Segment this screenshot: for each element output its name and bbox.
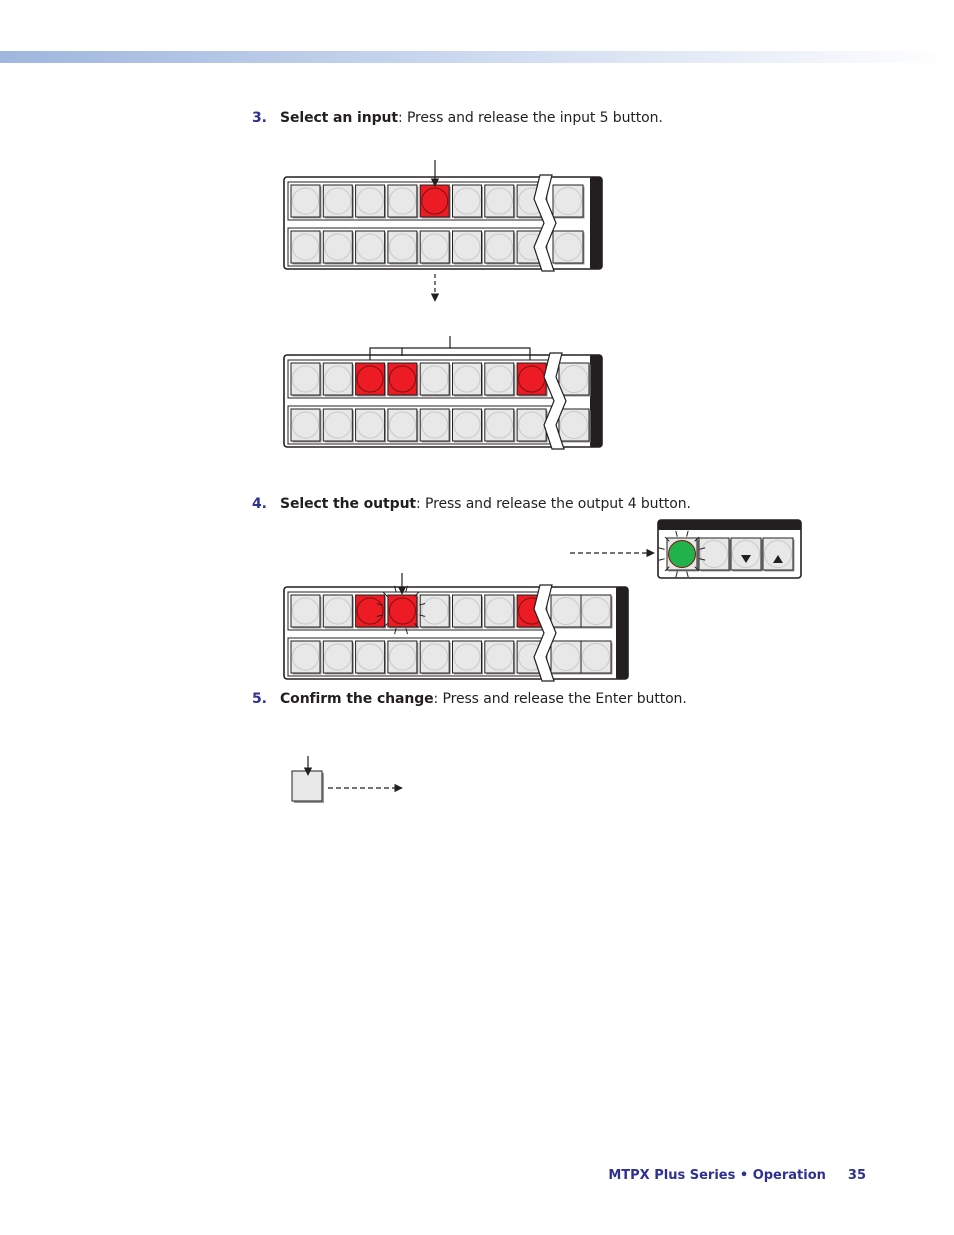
panel-button[interactable] <box>517 409 548 443</box>
panel-button[interactable] <box>323 641 354 675</box>
panel-button[interactable] <box>291 641 322 675</box>
input-button-lit[interactable] <box>388 363 419 397</box>
button-face <box>453 595 482 627</box>
button-face <box>453 185 482 217</box>
panel-button[interactable] <box>420 231 451 265</box>
panel-button[interactable] <box>485 641 516 675</box>
panel-button[interactable] <box>485 409 516 443</box>
button-led <box>389 366 415 392</box>
button-face <box>291 641 320 673</box>
button-face <box>485 595 514 627</box>
panel-button[interactable] <box>559 363 591 397</box>
step-title: Select the output <box>280 496 417 512</box>
input-panel-result <box>284 353 602 449</box>
panel-button[interactable] <box>356 231 387 265</box>
panel-button[interactable] <box>291 409 322 443</box>
button-face <box>323 231 352 263</box>
panel-button[interactable] <box>323 409 354 443</box>
panel-button[interactable] <box>485 595 516 629</box>
button-face <box>453 409 482 441</box>
panel-top-strip <box>658 520 801 530</box>
panel-button[interactable] <box>291 595 322 629</box>
button-face <box>485 231 514 263</box>
button-face <box>323 595 352 627</box>
button-face <box>323 641 352 673</box>
button-face <box>356 231 385 263</box>
input-button-lit[interactable] <box>388 595 419 629</box>
panel-button[interactable] <box>388 185 419 219</box>
button-face <box>485 409 514 441</box>
output-panel-step4 <box>284 585 628 681</box>
panel-button[interactable] <box>699 538 731 572</box>
button-face <box>388 231 417 263</box>
button-face <box>763 538 793 570</box>
button-face <box>551 595 581 627</box>
panel-button[interactable] <box>388 409 419 443</box>
input-button-lit[interactable] <box>420 185 451 219</box>
button-face <box>356 185 385 217</box>
panel-button[interactable] <box>323 595 354 629</box>
step-title: Select an input <box>280 110 398 126</box>
button-face <box>292 771 322 801</box>
button-led <box>357 366 383 392</box>
panel-button[interactable] <box>291 185 322 219</box>
panel-edge <box>616 587 628 679</box>
panel-button[interactable] <box>356 641 387 675</box>
input-panel-step3 <box>284 175 602 271</box>
button-face <box>699 538 729 570</box>
button-face <box>551 641 581 673</box>
button-led <box>519 366 545 392</box>
enter-button[interactable] <box>292 771 324 803</box>
panel-button[interactable] <box>581 595 613 629</box>
button-face <box>517 409 546 441</box>
panel-button[interactable] <box>553 231 585 265</box>
panel-button[interactable] <box>559 409 591 443</box>
button-face <box>388 185 417 217</box>
step-text: : Press and release the output 4 button. <box>416 496 691 512</box>
button-face <box>356 641 385 673</box>
panel-button[interactable] <box>323 231 354 265</box>
step-number: 4. <box>252 496 267 512</box>
button-face <box>420 595 449 627</box>
panel-button[interactable] <box>453 231 484 265</box>
step-number: 5. <box>252 691 267 707</box>
panel-button[interactable] <box>485 185 516 219</box>
button-face <box>420 231 449 263</box>
control-panel-small <box>658 520 801 578</box>
button-led <box>389 598 415 624</box>
button-face <box>420 409 449 441</box>
panel-button[interactable] <box>453 363 484 397</box>
step-text: : Press and release the input 5 button. <box>397 110 663 126</box>
input-button-lit[interactable] <box>356 595 387 629</box>
button-face <box>485 641 514 673</box>
button-face <box>291 409 320 441</box>
button-face <box>291 185 320 217</box>
page-number: 35 <box>847 1168 866 1183</box>
button-face <box>581 641 611 673</box>
panel-button[interactable] <box>420 363 451 397</box>
down-button[interactable] <box>731 538 763 572</box>
button-face <box>291 595 320 627</box>
button-face <box>323 185 352 217</box>
panel-button[interactable] <box>323 363 354 397</box>
button-face <box>453 363 482 395</box>
panel-button[interactable] <box>291 363 322 397</box>
step-title: Confirm the change <box>280 691 434 707</box>
panel-button[interactable] <box>551 641 583 675</box>
panel-button[interactable] <box>291 231 322 265</box>
panel-button[interactable] <box>581 641 613 675</box>
button-face <box>323 363 352 395</box>
button-face <box>559 409 589 441</box>
panel-button[interactable] <box>453 641 484 675</box>
button-face <box>420 641 449 673</box>
button-face <box>323 409 352 441</box>
panel-button[interactable] <box>356 409 387 443</box>
panel-button[interactable] <box>453 409 484 443</box>
button-face <box>731 538 761 570</box>
button-face <box>388 641 417 673</box>
panel-button[interactable] <box>388 231 419 265</box>
footer-title: MTPX Plus Series • Operation <box>608 1168 826 1183</box>
button-face <box>559 363 589 395</box>
button-face <box>553 185 583 217</box>
panel-button[interactable] <box>453 595 484 629</box>
button-face <box>356 409 385 441</box>
button-face <box>453 231 482 263</box>
panel-button[interactable] <box>420 641 451 675</box>
input-button-lit[interactable] <box>356 363 387 397</box>
button-face <box>553 231 583 263</box>
panel-button[interactable] <box>388 641 419 675</box>
button-face <box>581 595 611 627</box>
panel-edge <box>590 355 602 447</box>
panel-button[interactable] <box>323 185 354 219</box>
button-led <box>357 598 383 624</box>
output-button-lit[interactable] <box>667 538 699 572</box>
button-face <box>485 363 514 395</box>
panel-edge <box>590 177 602 269</box>
button-led <box>422 188 448 214</box>
panel-button[interactable] <box>553 185 585 219</box>
page-footer <box>600 1168 866 1183</box>
panel-button[interactable] <box>420 595 451 629</box>
input-button-lit[interactable] <box>517 363 548 397</box>
button-face <box>291 231 320 263</box>
up-button[interactable] <box>763 538 795 572</box>
panel-button[interactable] <box>356 185 387 219</box>
panel-button[interactable] <box>485 231 516 265</box>
button-face <box>388 409 417 441</box>
panel-button[interactable] <box>453 185 484 219</box>
button-face <box>420 363 449 395</box>
step-text: : Press and release the Enter button. <box>433 691 687 707</box>
panel-button[interactable] <box>485 363 516 397</box>
button-face <box>291 363 320 395</box>
panel-button[interactable] <box>551 595 583 629</box>
button-led <box>669 541 696 568</box>
button-face <box>485 185 514 217</box>
button-face <box>453 641 482 673</box>
step-number: 3. <box>252 110 267 126</box>
panel-button[interactable] <box>420 409 451 443</box>
